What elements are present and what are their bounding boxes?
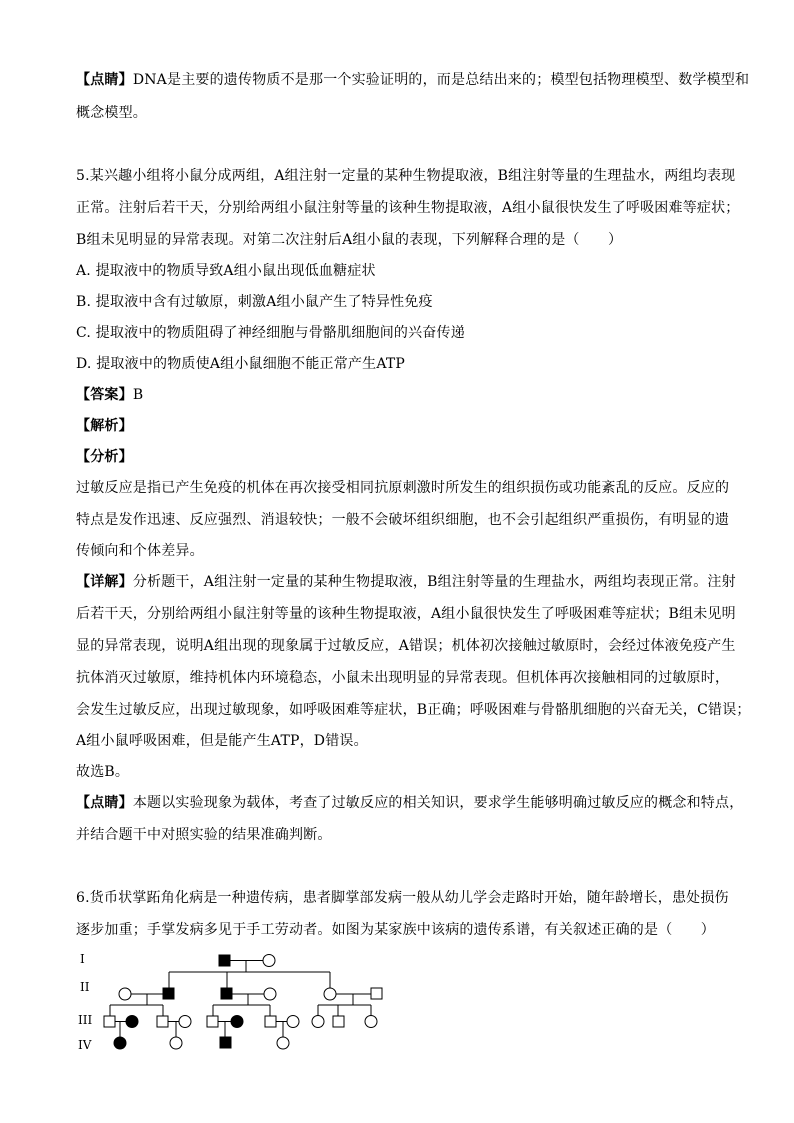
line-text: 并结合题干中对照实验的结果准确判断。 [76,827,332,843]
line-text: B [132,387,144,403]
female-II4 [264,988,276,1000]
affected-female-IV1 [114,1037,126,1049]
line-text: 抗体消灭过敏原，维持机体内环境稳态，小鼠未出现明显的异常表现。但机体再次接触相同的过敏原时， [76,670,730,686]
female-II5 [324,988,336,1000]
female-II1 [119,988,131,1000]
line-text: B. 提取液中含有过敏原，刺激A组小鼠产生了特异性免疫 [76,294,433,310]
female-IV2 [170,1037,182,1049]
generation-label-I: I [80,952,85,966]
line-text: 特点是发作迅速、反应强烈、消退较快；一般不会破坏组织细胞，也不会引起组织严重损伤，有明显的遗 [76,512,730,528]
line-text: D. 提取液中的物质使A组小鼠细胞不能正常产生ATP [76,356,406,372]
male-II6 [371,988,382,999]
affected-male-II2 [163,988,174,999]
line-text: B组未见明显的异常表现。对第二次注射后A组小鼠的表现，下列解释合理的是（ ） [76,232,623,248]
female-III11 [365,1016,377,1028]
section-marker: 【解析】 [76,418,133,434]
line-text: 后若干天，分别给两组小鼠注射等量的该种生物提取液，A组小鼠很快发生了呼吸困难等症状；B组未见明 [76,606,736,622]
male-III10 [333,1016,344,1027]
line-text: C. 提取液中的物质阻碍了神经细胞与骨骼肌细胞间的兴奋传递 [76,325,465,341]
line-text: DNA是主要的遗传物质不是那一个实验证明的，而是总结出来的；模型包括物理模型、数学模型和 [132,72,750,88]
section-marker: 【点睛】 [76,795,133,811]
affected-female-III2 [126,1016,138,1028]
line-text: A. 提取液中的物质导致A组小鼠出现低血糖症状 [76,263,376,279]
line-text: 5.某兴趣小组将小鼠分成两组，A组注射一定量的某种生物提取液，B组注射等量的生理盐水，两组均表现 [76,168,736,184]
section-marker: 【详解】 [76,574,133,590]
male-III7 [265,1016,276,1027]
male-III1 [104,1016,115,1027]
affected-male-II3 [221,988,232,999]
line-text: 正常。注射后若干天，分别给两组小鼠注射等量的该种生物提取液，A组小鼠很快发生了呼吸困难等症状； [76,200,740,216]
female-I2 [263,955,275,967]
affected-male-I1 [219,955,230,966]
male-III5 [207,1016,218,1027]
line-text: 故选B。 [76,764,130,780]
line-text: 逐步加重；手掌发病多见于手工劳动者。如图为某家族中该病的遗传系谱，有关叙述正确的是（ ） [76,922,715,938]
section-marker: 【答案】 [76,387,133,403]
line-text: 6.货币状掌跖角化病是一种遗传病，患者脚掌部发病一般从幼儿学会走路时开始，随年龄增长，患处损伤 [76,890,729,906]
female-III9 [312,1016,324,1028]
affected-male-IV3 [220,1037,231,1048]
generation-label-III: III [78,1013,93,1027]
line-text: 传倾向和个体差异。 [76,543,204,559]
generation-label-II: II [80,980,90,994]
line-text: 分析题干，A组注射一定量的某种生物提取液，B组注射等量的生理盐水，两组均表现正常。注射 [132,574,736,590]
line-text: 过敏反应是指已产生免疫的机体在再次接受相同抗原刺激时所发生的组织损伤或功能紊乱的反应。反应的 [76,480,730,496]
section-marker: 【点睛】 [76,72,133,88]
section-marker: 【分析】 [76,449,133,465]
line-text: A组小鼠呼吸困难，但是能产生ATP，D错误。 [76,733,368,749]
line-text: 本题以实验现象为载体，考查了过敏反应的相关知识，要求学生能够明确过敏反应的概念和特点， [132,795,744,811]
female-IV4 [277,1037,289,1049]
line-text: 会发生过敏反应，出现过敏现象，如呼吸困难等症状，B正确；呼吸困难与骨骼肌细胞的兴奋无关，C错误； [76,702,751,718]
line-text: 概念模型。 [76,105,147,121]
male-III3 [157,1016,168,1027]
female-III4 [179,1016,191,1028]
female-III8 [287,1016,299,1028]
line-text: 显的异常表现，说明A组出现的现象属于过敏反应，A错误；机体初次接触过敏原时，会经过体液免疫产生 [76,638,736,654]
generation-label-IV: IV [78,1038,92,1052]
affected-female-III6 [231,1016,243,1028]
